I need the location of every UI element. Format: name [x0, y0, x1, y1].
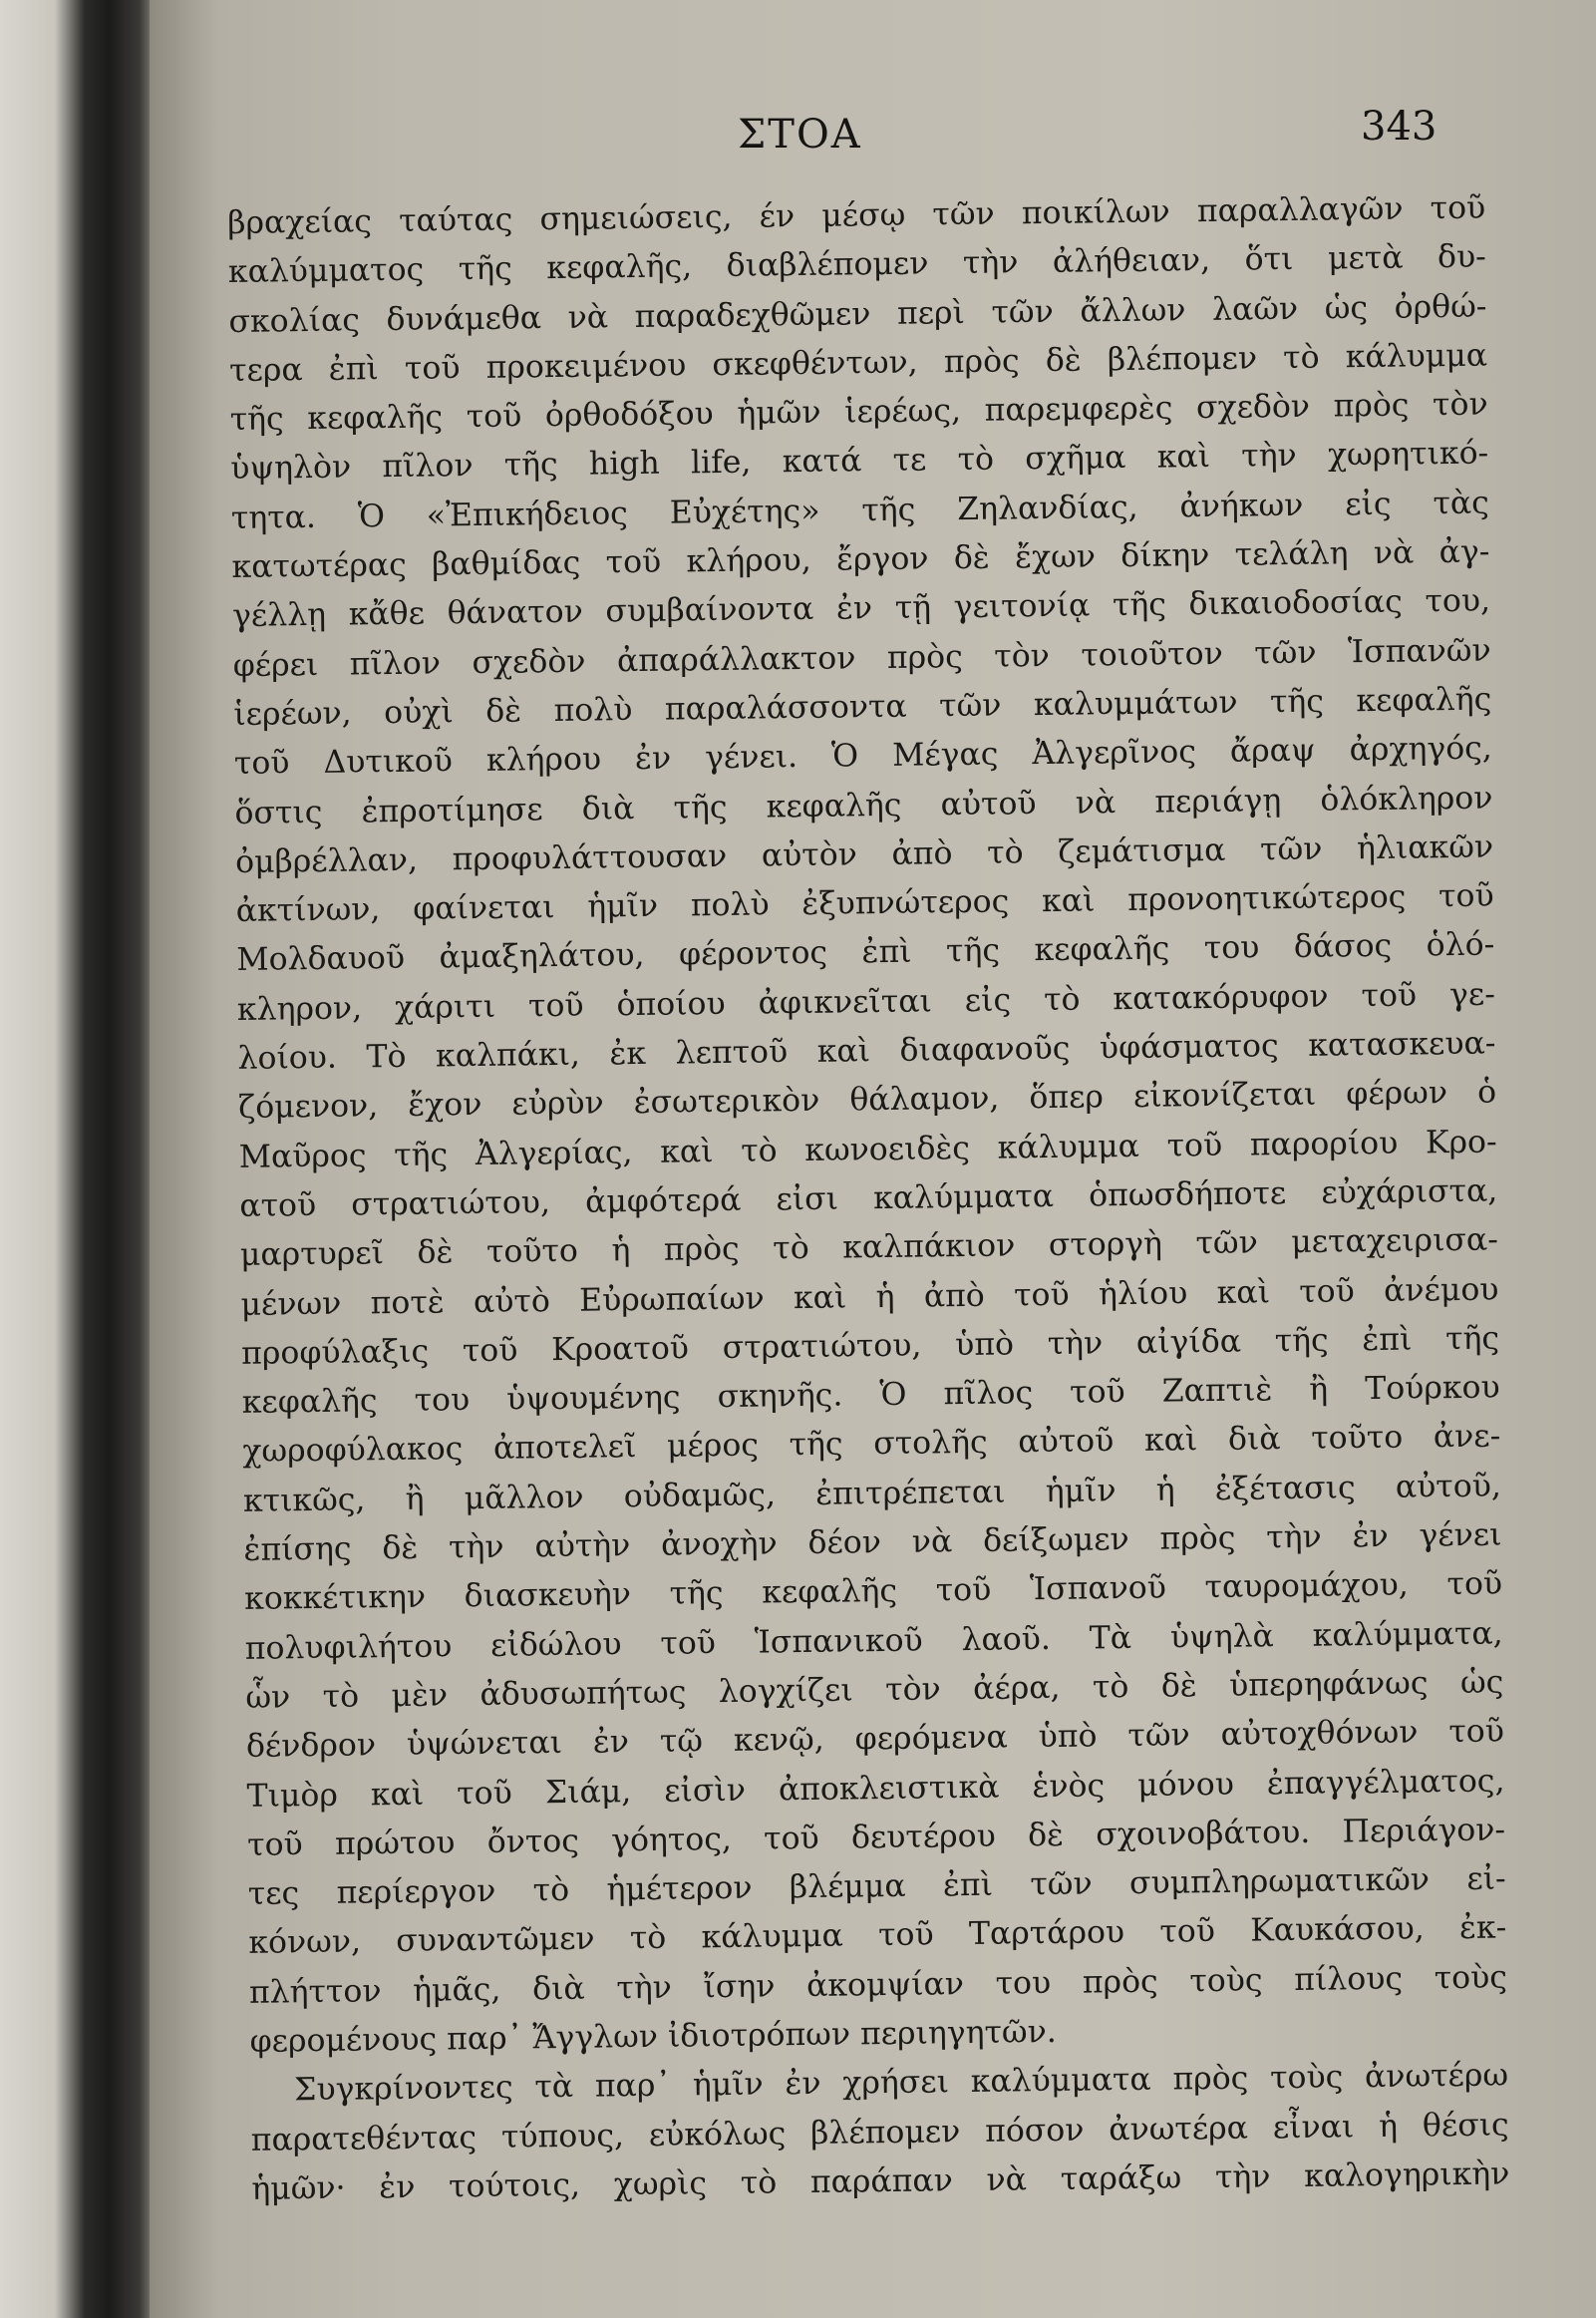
text-line: ζόμενον, ἔχον εὐρὺν ἐσωτερικὸν θάλαμον, ὅπερ εἰκονίζεται φέρων ὁ	[237, 1074, 1497, 1127]
text-line: παρατεθέντας τύπους, εὐκόλως βλέπομεν πόσον ἀνωτέρα εἶναι ἡ θέσις	[250, 2107, 1509, 2158]
text-line: κόνων, συναντῶμεν τὸ κάλυμμα τοῦ Ταρτάρου τοῦ Καυκάσου, ἐκ-	[248, 1909, 1507, 1962]
page-header	[150, 104, 1596, 171]
text-line: χωροφύλακος ἀποτελεῖ μέρος τῆς στολῆς αὐτοῦ καὶ διὰ τοῦτο ἀνε-	[242, 1418, 1501, 1471]
text-line: καλύμματος τῆς κεφαλῆς, διαβλέπομεν τὴν ἀλήθειαν, ὅτι μετὰ δυ-	[227, 238, 1487, 291]
text-line: ἐπίσης δὲ τὴν αὐτὴν ἀνοχὴν δέον νὰ δείξωμεν πρὸς τὴν ἐν γένει	[243, 1516, 1502, 1568]
text-line: κεφαλῆς του ὑψουμένης σκηνῆς. Ὁ πῖλος τοῦ Ζαπτιὲ ἢ Τούρκου	[241, 1369, 1500, 1422]
body-text	[227, 184, 1510, 2214]
text-line: ὀμβρέλλαν, προφυλάττουσαν αὐτὸν ἀπὸ τὸ ζεμάτισμα τῶν ἡλιακῶν	[234, 828, 1494, 880]
text-line: Τιμὸρ καὶ τοῦ Σιάμ, εἰσὶν ἀποκλειστικὰ ἑνὸς μόνου ἐπαγγέλματος,	[246, 1762, 1505, 1815]
text-line: τες περίεργον τὸ ἡμέτερον βλέμμα ἐπὶ τῶν συμπληρωματικῶν εἰ-	[247, 1860, 1506, 1912]
text-line: προφύλαξις τοῦ Κροατοῦ στρατιώτου, ὑπὸ τὴν αἰγίδα τῆς ἐπὶ τῆς	[240, 1320, 1500, 1372]
text-line: κατωτέρας βαθμίδας τοῦ κλήρου, ἔργον δὲ ἔχων δίκην τελάλη νὰ ἀγ-	[231, 533, 1490, 586]
text-line: ἡμῶν· ἐν τούτοις, χωρὶς τὸ παράπαν νὰ ταράξω τὴν καλογηρικὴν	[251, 2155, 1510, 2207]
text-line: τητα. Ὁ «Ἐπικήδειος Εὐχέτης» τῆς Ζηλανδίας, ἀνήκων εἰς τὰς	[230, 485, 1490, 536]
text-line: γέλλῃ κἄθε θάνατον συμβαίνοντα ἐν τῇ γειτονίᾳ τῆς δικαιοδοσίας του,	[231, 582, 1491, 635]
text-line: κοκκέτικην διασκευὴν τῆς κεφαλῆς τοῦ Ἱσπανοῦ ταυρομάχου, τοῦ	[243, 1565, 1503, 1618]
text-line: ὧν τὸ μὲν ἀδυσωπήτως λογχίζει τὸν ἀέρα, τὸ δὲ ὑπερηφάνως ὡς	[245, 1664, 1504, 1716]
text-line: τοῦ πρώτου ὄντος γόητος, τοῦ δευτέρου δὲ σχοινοβάτου. Περιάγον-	[246, 1812, 1506, 1863]
text-line: ὑψηλὸν πῖλον τῆς high life, κατά τε τὸ σχῆμα καὶ τὴν χωρητικό-	[230, 436, 1489, 488]
text-line: τερα ἐπὶ τοῦ προκειμένου σκεφθέντων, πρὸς δὲ βλέπομεν τὸ κάλυμμα	[228, 337, 1488, 389]
text-line: πλήττον ἡμᾶς, διὰ τὴν ἴσην ἀκομψίαν του πρὸς τοὺς πίλους τοὺς	[248, 1959, 1508, 2011]
text-line: ἀκτίνων, φαίνεται ἡμῖν πολὺ ἐξυπνώτερος καὶ προνοητικώτερος τοῦ	[235, 877, 1494, 930]
text-line: φέρει πῖλον σχεδὸν ἀπαράλλακτον πρὸς τὸν τοιοῦτον τῶν Ἱσπανῶν	[232, 632, 1491, 684]
text-line: δένδρον ὑψώνεται ἐν τῷ κενῷ, φερόμενα ὑπὸ τῶν αὐτοχθόνων τοῦ	[245, 1713, 1505, 1766]
text-line: ατοῦ στρατιώτου, ἀμφότερά εἰσι καλύμματα ὁπωσδήποτε εὐχάριστα,	[239, 1172, 1498, 1224]
text-line: τῆς κεφαλῆς τοῦ ὀρθοδόξου ἡμῶν ἱερέως, παρεμφερὲς σχεδὸν πρὸς τὸν	[229, 386, 1488, 439]
text-line: τοῦ Δυτικοῦ κλήρου ἐν γένει. Ὁ Μέγας Ἀλγερῖνος ἄραψ ἀρχηγός,	[233, 730, 1493, 783]
text-line: πολυφιλήτου εἰδώλου τοῦ Ἱσπανικοῦ λαοῦ. Τὰ ὑψηλὰ καλύμματα,	[244, 1615, 1503, 1667]
text-line: ἱερέων, οὐχὶ δὲ πολὺ παραλάσσοντα τῶν καλυμμάτων τῆς κεφαλῆς	[233, 681, 1492, 733]
text-line: μένων ποτὲ αὐτὸ Εὐρωπαίων καὶ ἡ ἀπὸ τοῦ ἡλίου καὶ τοῦ ἀνέμου	[240, 1271, 1499, 1323]
text-line: μαρτυρεῖ δὲ τοῦτο ἡ πρὸς τὸ καλπάκιον στοργὴ τῶν μεταχειρισα-	[239, 1221, 1499, 1274]
text-line: κτικῶς, ἢ μᾶλλον οὐδαμῶς, ἐπιτρέπεται ἡμῖν ἡ ἐξέτασις αὐτοῦ,	[242, 1468, 1502, 1519]
text-line: σκολίας δυνάμεθα νὰ παραδεχθῶμεν περὶ τῶν ἄλλων λαῶν ὡς ὀρθώ-	[228, 288, 1487, 340]
page-number: 343	[1361, 104, 1437, 150]
text-line: κληρον, χάριτι τοῦ ὁποίου ἀφικνεῖται εἰς τὸ κατακόρυφον τοῦ γε-	[236, 976, 1496, 1028]
text-line: ὅστις ἐπροτίμησε διὰ τῆς κεφαλῆς αὐτοῦ νὰ περιάγῃ ὁλόκληρον	[234, 780, 1493, 831]
book-spine-gutter	[0, 0, 150, 2318]
text-line: λοίου. Τὸ καλπάκι, ἐκ λεπτοῦ καὶ διαφανοῦς ὑφάσματος κατασκευα-	[237, 1025, 1496, 1077]
text-line: φερομένους παρ᾽ Ἄγγλων ἰδιοτρόπων περιηγητῶν.	[249, 2013, 1057, 2060]
running-title: ΣΤΟΑ	[738, 112, 862, 158]
text-line: Μολδαυοῦ ἀμαξηλάτου, φέροντος ἐπὶ τῆς κεφαλῆς του δάσος ὁλό-	[236, 926, 1495, 979]
text-line: βραχείας ταύτας σημειώσεις, έν μέσῳ τῶν ποικίλων παραλλαγῶν τοῦ	[227, 189, 1486, 241]
text-line: Μαῦρος τῆς Ἀλγερίας, καὶ τὸ κωνοειδὲς κάλυμμα τοῦ παρορίου Κρο-	[238, 1124, 1497, 1175]
text-line: Συγκρίνοντες τὰ παρ᾽ ἡμῖν ἐν χρήσει καλύμματα πρὸς τοὺς ἀνωτέρω	[293, 2057, 1509, 2109]
